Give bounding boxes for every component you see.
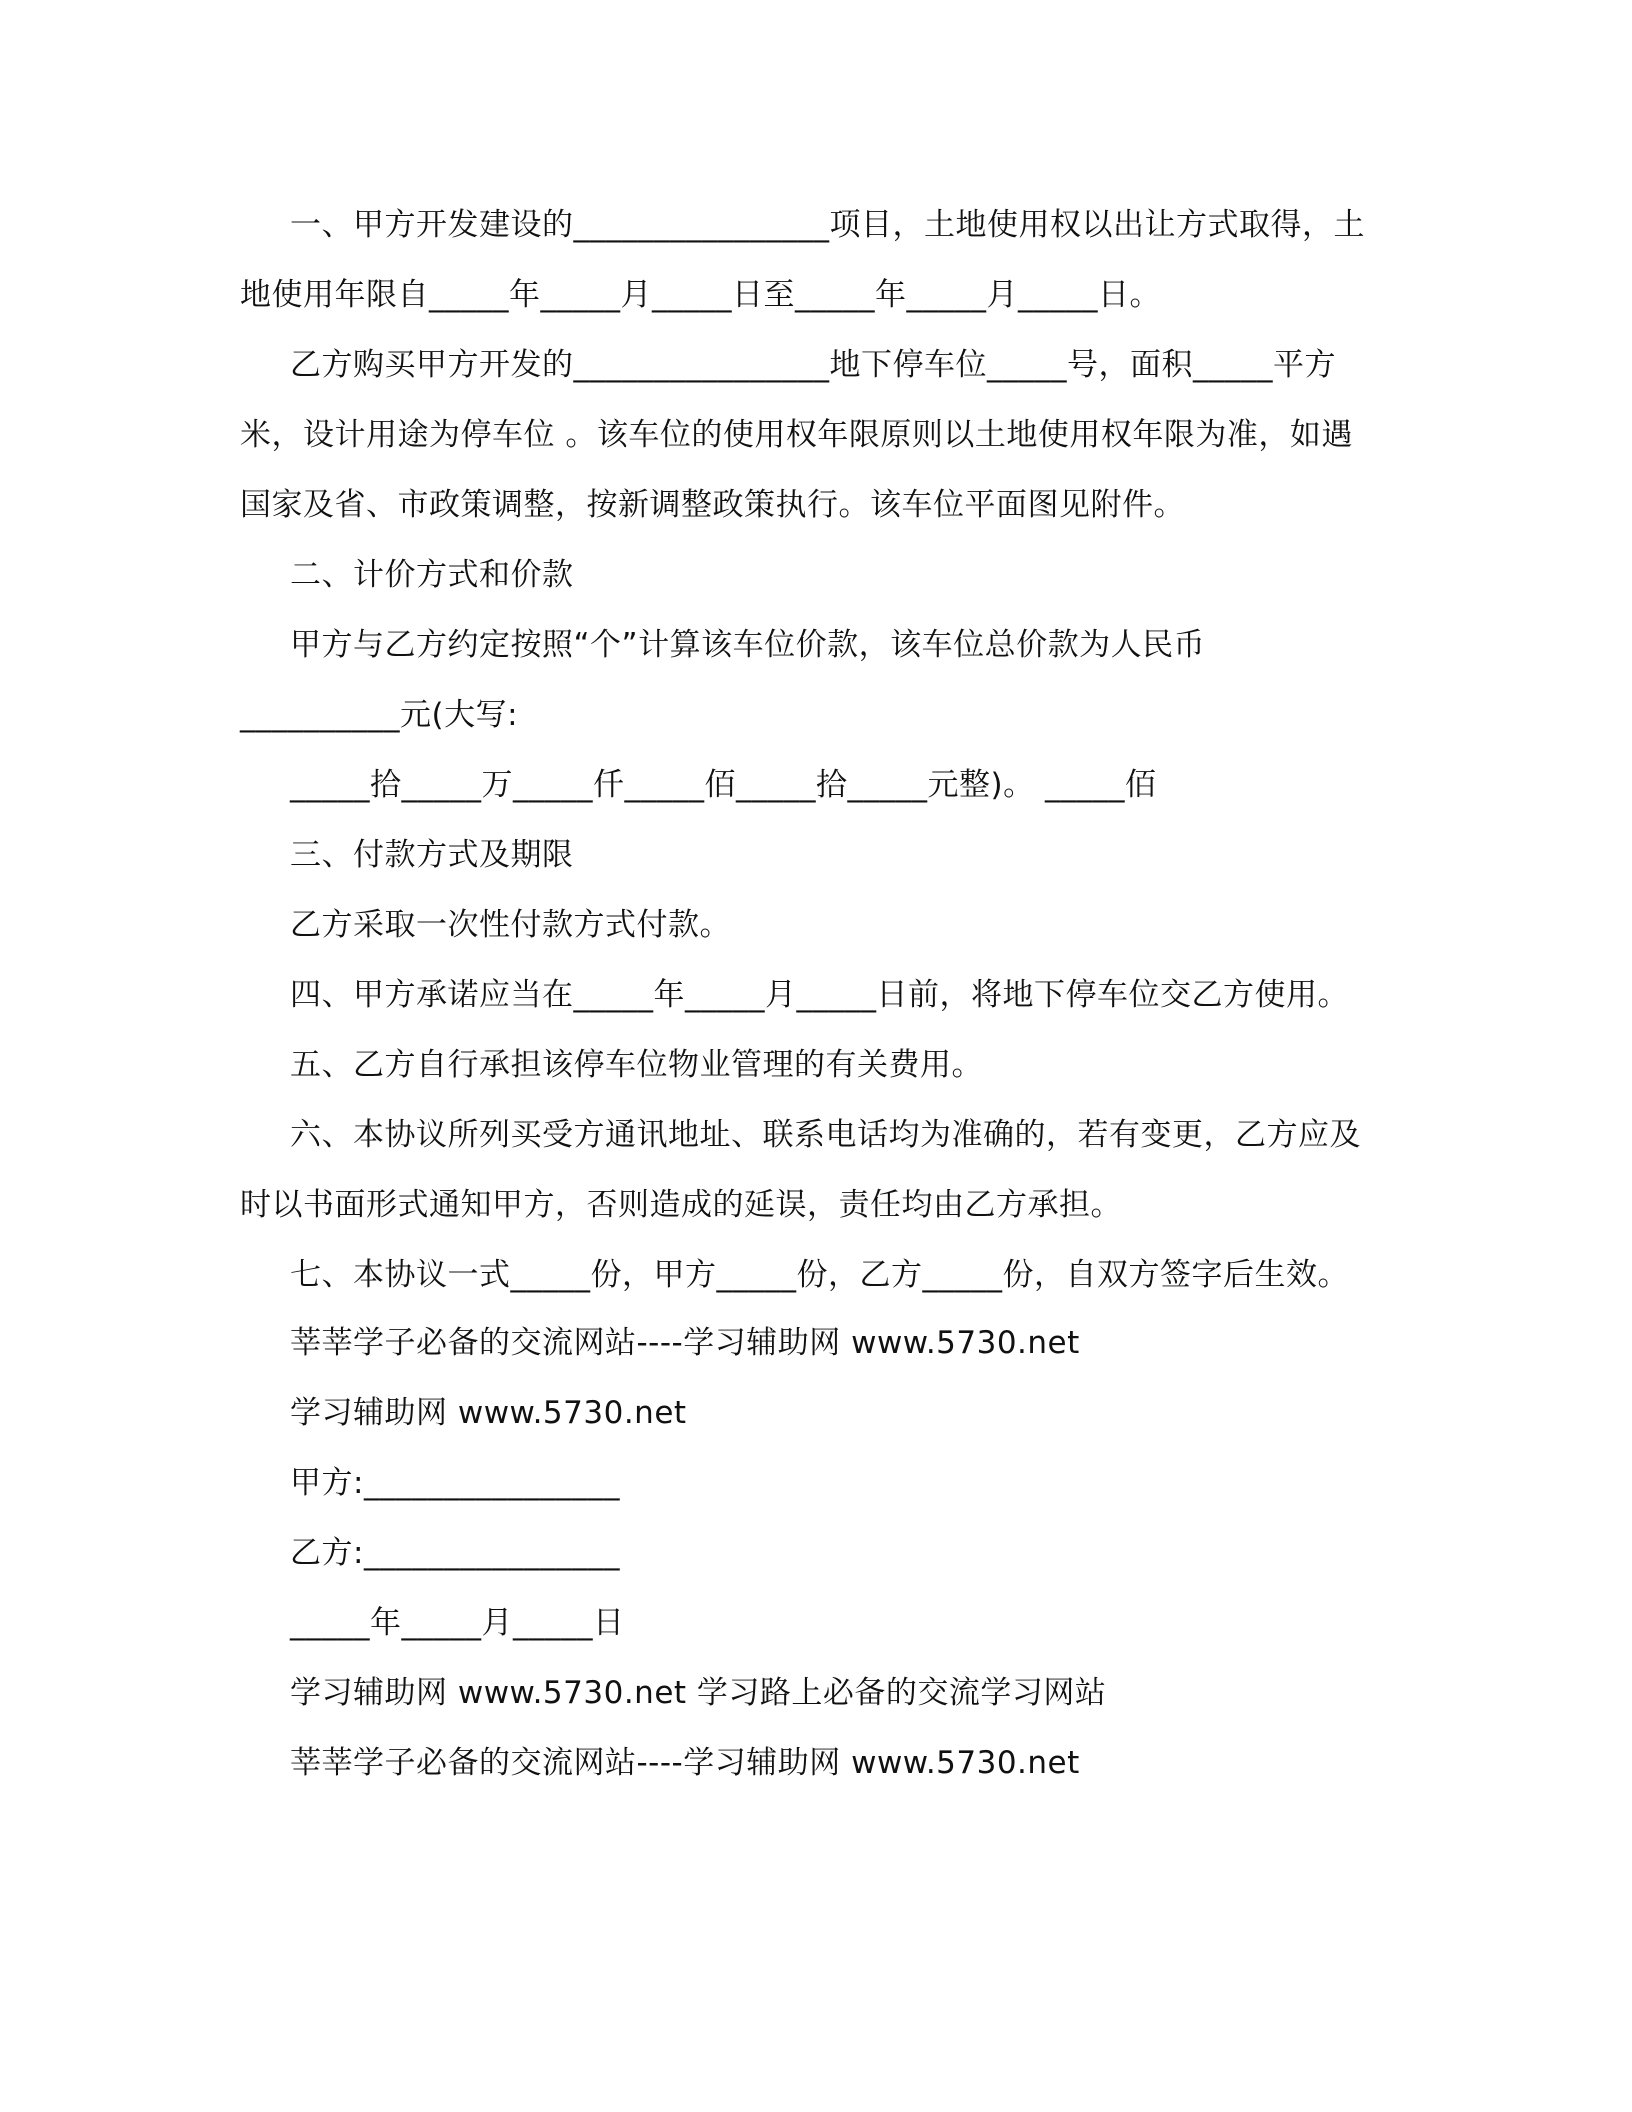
party-a-signature: 甲方:________________ xyxy=(290,1465,620,1501)
clause-1-line-1: 一、甲方开发建设的________________项目，土地使用权以出让方式取得，土 xyxy=(290,207,1365,243)
clause-1-line-2: 地使用年限自_____年_____月_____日至_____年_____月_____日。 xyxy=(240,277,1161,313)
party-b-signature: 乙方:________________ xyxy=(290,1535,620,1571)
clause-4-line: 四、甲方承诺应当在_____年_____月_____日前，将地下停车位交乙方使用。 xyxy=(290,977,1349,1013)
payment-line: 乙方采取一次性付款方式付款。 xyxy=(290,907,731,943)
website-footer-2: 学习辅助网 www.5730.net xyxy=(290,1395,687,1431)
clause-6-line-1: 六、本协议所列买受方通讯地址、联系电话均为准确的，若有变更，乙方应及 xyxy=(290,1117,1361,1153)
website-footer-3: 学习辅助网 www.5730.net 学习路上必备的交流学习网站 xyxy=(290,1675,1107,1711)
pricing-line-3: _____拾_____万_____仟_____佰_____拾_____元整)。 _____佰 xyxy=(290,767,1157,803)
pricing-line-1: 甲方与乙方约定按照“个”计算该车位价款，该车位总价款为人民币 xyxy=(290,627,1206,663)
signature-date: _____年_____月_____日 xyxy=(290,1605,625,1641)
website-footer-1: 莘莘学子必备的交流网站----学习辅助网 www.5730.net xyxy=(290,1325,1080,1361)
website-footer-4: 莘莘学子必备的交流网站----学习辅助网 www.5730.net xyxy=(290,1745,1080,1781)
purchase-line-3: 国家及省、市政策调整，按新调整政策执行。该车位平面图见附件。 xyxy=(240,487,1185,523)
clause-7-line: 七、本协议一式_____份，甲方_____份，乙方_____份，自双方签字后生效。 xyxy=(290,1257,1349,1293)
clause-6-line-2: 时以书面形式通知甲方，否则造成的延误，责任均由乙方承担。 xyxy=(240,1187,1122,1223)
purchase-line-2: 米，设计用途为停车位 。该车位的使用权年限原则以土地使用权年限为准，如遇 xyxy=(240,417,1353,453)
pricing-line-2: __________元(大写: xyxy=(240,697,519,733)
clause-3-heading: 三、付款方式及期限 xyxy=(290,837,574,873)
clause-5-line: 五、乙方自行承担该停车位物业管理的有关费用。 xyxy=(290,1047,983,1083)
clause-2-heading: 二、计价方式和价款 xyxy=(290,557,574,593)
purchase-line-1: 乙方购买甲方开发的________________地下停车位_____号，面积_____平方 xyxy=(290,347,1336,383)
